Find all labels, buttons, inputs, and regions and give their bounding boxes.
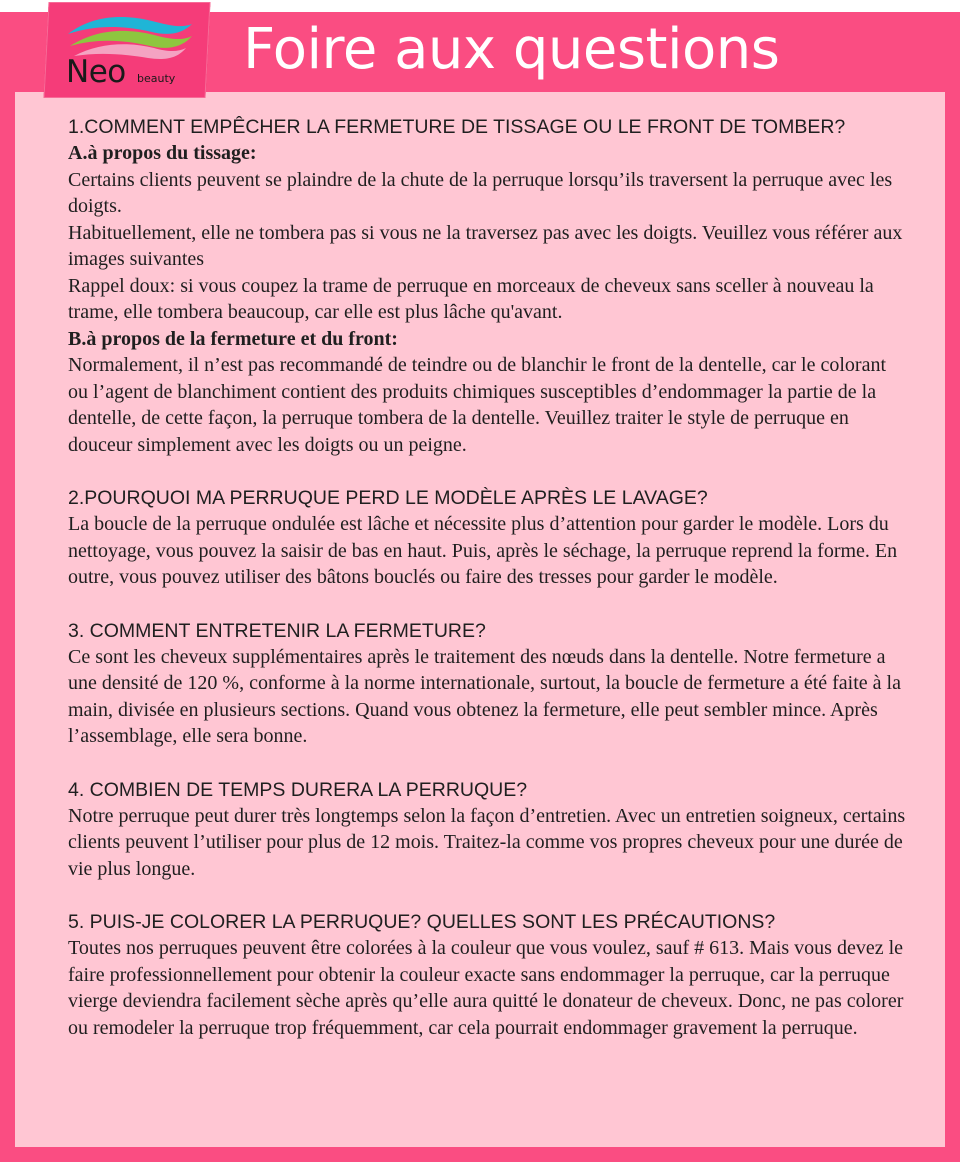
- faq-paragraph: Normalement, il n’est pas recommandé de teindre ou de blanchir le front de la dentelle, car le colorant ou l’agent de blanchiment contient des produits chimiques susceptibles d’endommager la partie de la dentelle, de cette façon, la perruque tombera de la dentelle. Veuillez traiter le style de perruque en douceur simplement avec les doigts ou un peigne.: [68, 354, 886, 456]
- faq-subheading: B.à propos de la fermeture et du front:: [68, 327, 398, 350]
- faq-section-3: [68, 618, 908, 750]
- faq-question: 4. COMBIEN DE TEMPS DURERA LA PERRUQUE?: [68, 778, 528, 801]
- faq-answer: Notre perruque peut durer très longtemps selon la façon d’entretien. Avec un entretien soigneux, certains clients peuvent l’utiliser pour plus de 12 mois. Traitez-la comme vos propres cheveux pour une durée de vie plus longue.: [68, 804, 906, 880]
- faq-question: 1.COMMENT EMPÊCHER LA FERMETURE DE TISSAGE OU LE FRONT DE TOMBER?: [68, 116, 846, 138]
- faq-question: 2.POURQUOI MA PERRUQUE PERD LE MODÈLE APRÈS LE LAVAGE?: [68, 487, 708, 509]
- faq-answer: Ce sont les cheveux supplémentaires après le traitement des nœuds dans la dentelle. Notre fermeture a une densité de 120 %, conforme à la norme internationale, surtout, la boucle de fermeture a été faite à la main, divisée en plusieurs sections. Quand vous obtenez la fermeture, elle peut sembler mince. Après l’assemblage, elle sera bonne.: [68, 645, 901, 747]
- faq-question: 5. PUIS-JE COLORER LA PERRUQUE? QUELLES SONT LES PRÉCAUTIONS?: [68, 911, 776, 933]
- page-title: Foire aux questions: [243, 17, 780, 82]
- brand-sub: beauty: [137, 72, 176, 85]
- faq-section-5: [68, 909, 908, 1041]
- faq-paragraph: Habituellement, elle ne tombera pas si vous ne la traversez pas avec les doigts. Veuillez vous référer aux images suivantes: [68, 221, 903, 270]
- faq-section-4: [68, 777, 908, 883]
- faq-subheading: A.à propos du tissage:: [68, 142, 257, 164]
- faq-paragraph: Certains clients peuvent se plaindre de la chute de la perruque lorsqu’ils traversent la perruque avec les doigts.: [68, 168, 893, 217]
- faq-paragraph: Rappel doux: si vous coupez la trame de perruque en morceaux de cheveux sans sceller à nouveau la trame, elle tombera beaucoup, car elle est plus lâche qu'avant.: [68, 274, 874, 323]
- brand-logo: [43, 2, 210, 98]
- faq-question: 3. COMMENT ENTRETENIR LA FERMETURE?: [68, 619, 486, 642]
- faq-panel: [15, 92, 945, 1147]
- brand-name: Neo: [66, 54, 126, 90]
- faq-content: [68, 114, 908, 1041]
- faq-section-2: [68, 485, 908, 591]
- faq-section-1: [68, 114, 908, 458]
- faq-answer: La boucle de la perruque ondulée est lâche et nécessite plus d’attention pour garder le modèle. Lors du nettoyage, vous pouvez la saisir de bas en haut. Puis, après le séchage, la perruque reprend la forme. En outre, vous pouvez utiliser des bâtons bouclés ou faire des tresses pour garder le modèle.: [68, 513, 898, 588]
- faq-answer: Toutes nos perruques peuvent être colorées à la couleur que vous voulez, sauf # 613. Mais vous devez le faire professionnellement pour obtenir la couleur exacte sans endommager la perruque, car la perruque vierge deviendra facilement sèche après qu’elle aura quitté le donateur de cheveux. Donc, ne pas colorer ou remodeler la perruque trop fréquemment, car cela pourrait endommager gravement la perruque.: [68, 937, 904, 1039]
